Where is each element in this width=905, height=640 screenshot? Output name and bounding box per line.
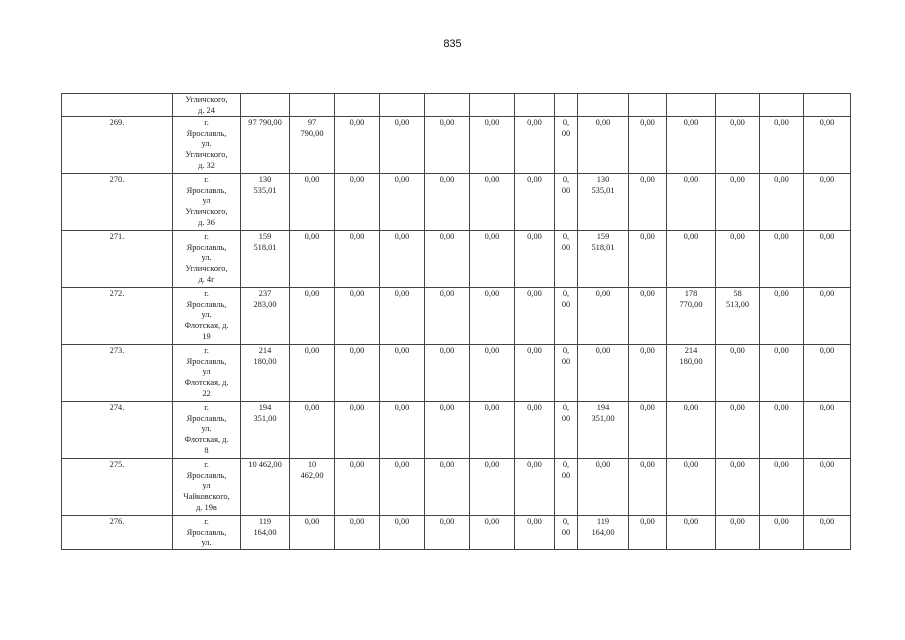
cell-value	[470, 345, 515, 402]
value-text: 0,00	[640, 403, 655, 413]
address-text: г. Ярославль, ул Чайковского, д. 19в	[183, 460, 230, 512]
cell-value	[425, 174, 470, 231]
cell-value	[760, 402, 804, 459]
value-text: 0,00	[730, 403, 745, 413]
value-text: 0,00	[304, 289, 320, 299]
value-text: 0, 00	[561, 346, 571, 366]
cell-value	[335, 231, 380, 288]
value-text: 0,00	[640, 175, 655, 185]
cell-value	[380, 516, 425, 550]
value-text: 0,00	[439, 175, 455, 185]
cell-value	[380, 117, 425, 174]
value-text: 0,00	[640, 517, 655, 527]
value-text: 237 283,00	[253, 289, 277, 309]
cell-value	[380, 459, 425, 516]
value-text: 0,00	[527, 403, 542, 413]
value-text: 0,00	[819, 118, 835, 128]
value-text: 0,00	[394, 460, 410, 470]
value-text: 0,00	[683, 175, 699, 185]
value-text: 130 535,01	[591, 175, 615, 195]
cell-value	[470, 516, 515, 550]
value-text: 0,00	[484, 175, 500, 185]
cell-value	[470, 402, 515, 459]
cell-value	[667, 459, 716, 516]
value-text: 0,00	[640, 346, 655, 356]
value-text: 0,00	[774, 175, 789, 185]
value-text: 0,00	[774, 460, 789, 470]
value-text: 0,00	[304, 346, 320, 356]
value-text: 0,00	[304, 175, 320, 185]
cell-value	[425, 402, 470, 459]
cell-value	[380, 402, 425, 459]
value-text: 0,00	[730, 232, 745, 242]
cell-value	[716, 402, 760, 459]
cell-value	[804, 231, 851, 288]
cell-value	[425, 231, 470, 288]
cell-value	[760, 231, 804, 288]
cell-empty	[335, 94, 380, 117]
cell-value	[760, 345, 804, 402]
cell-value	[555, 288, 578, 345]
cell-value	[290, 345, 335, 402]
cell-value	[629, 516, 667, 550]
address-text: г. Ярославль, ул. Угличского, д. 4г	[185, 232, 228, 284]
cell-empty	[290, 94, 335, 117]
value-text: 0,00	[439, 460, 455, 470]
value-text: 0,00	[595, 460, 611, 470]
table-row	[62, 117, 851, 174]
cell-num: 275.	[62, 459, 173, 516]
value-text: 0,00	[394, 403, 410, 413]
cell-value	[470, 174, 515, 231]
cell-value	[470, 459, 515, 516]
value-text: 0,00	[774, 403, 789, 413]
value-text: 119 164,00	[253, 517, 277, 537]
cell-value	[760, 117, 804, 174]
cell-num: 271.	[62, 231, 173, 288]
cell-value	[470, 231, 515, 288]
value-text: 0,00	[819, 232, 835, 242]
cell-value	[470, 288, 515, 345]
cell-value	[804, 288, 851, 345]
cell-value	[335, 288, 380, 345]
value-text: 0,00	[640, 232, 655, 242]
value-text: 0,00	[640, 118, 655, 128]
cell-address	[173, 231, 241, 288]
value-text: 0,00	[730, 460, 745, 470]
value-text: 0,00	[527, 346, 542, 356]
value-text: 214 180,00	[679, 346, 703, 366]
address-text: Угличского, д. 24	[185, 95, 228, 115]
value-text: 0,00	[640, 289, 655, 299]
cell-value	[804, 402, 851, 459]
value-text: 0,00	[394, 118, 410, 128]
value-text: 0,00	[595, 346, 611, 356]
value-text: 0,00	[349, 403, 365, 413]
value-text: 0,00	[484, 232, 500, 242]
value-text: 0,00	[349, 460, 365, 470]
cell-value	[290, 516, 335, 550]
cell-num: 273.	[62, 345, 173, 402]
value-text: 0,00	[527, 175, 542, 185]
table-row	[62, 288, 851, 345]
table-row	[62, 231, 851, 288]
value-text: 0,00	[304, 232, 320, 242]
cell-value	[555, 345, 578, 402]
cell-value	[716, 459, 760, 516]
value-text: 0,00	[527, 460, 542, 470]
value-text: 0,00	[439, 346, 455, 356]
cell-value	[515, 516, 555, 550]
value-text: 194 351,00	[591, 403, 615, 423]
value-text: 0, 00	[561, 517, 571, 537]
value-text: 0, 00	[561, 460, 571, 480]
cell-value	[578, 402, 629, 459]
value-text: 0,00	[774, 118, 789, 128]
value-text: 0,00	[349, 175, 365, 185]
value-text: 0,00	[349, 118, 365, 128]
value-text: 0,00	[819, 403, 835, 413]
cell-value	[515, 231, 555, 288]
value-text: 0,00	[527, 118, 542, 128]
cell-value	[629, 174, 667, 231]
value-text: 0,00	[595, 289, 611, 299]
value-text: 0,00	[819, 289, 835, 299]
cell-empty	[667, 94, 716, 117]
table-row	[62, 174, 851, 231]
cell-value	[716, 516, 760, 550]
address-text: г. Ярославль, ул. Флотская, д. 19	[184, 289, 229, 341]
cell-num: 270.	[62, 174, 173, 231]
value-text: 159 518,01	[591, 232, 615, 252]
cell-value	[760, 174, 804, 231]
cell-value	[760, 459, 804, 516]
cell-value	[716, 174, 760, 231]
cell-value	[241, 402, 290, 459]
value-text: 0,00	[819, 460, 835, 470]
address-text: г. Ярославль, ул Угличского, д. 36	[185, 175, 228, 227]
value-text: 0,00	[595, 118, 611, 128]
cell-value	[667, 402, 716, 459]
cell-value	[515, 459, 555, 516]
cell-address	[173, 288, 241, 345]
cell-address	[173, 174, 241, 231]
cell-value	[555, 516, 578, 550]
cell-value	[290, 288, 335, 345]
value-text: 0,00	[484, 403, 500, 413]
cell-value	[578, 231, 629, 288]
cell-value	[667, 117, 716, 174]
value-text: 0,00	[304, 517, 320, 527]
value-text: 0, 00	[561, 403, 571, 423]
value-text: 0,00	[640, 460, 655, 470]
table-row	[62, 459, 851, 516]
value-text: 0,00	[819, 346, 835, 356]
cell-value	[425, 288, 470, 345]
value-text: 0,00	[349, 232, 365, 242]
value-text: 0,00	[730, 346, 745, 356]
cell-address	[173, 459, 241, 516]
value-text: 159 518,01	[253, 232, 277, 252]
cell-value	[335, 174, 380, 231]
value-text: 119 164,00	[591, 517, 615, 537]
cell-value	[515, 402, 555, 459]
cell-value	[335, 516, 380, 550]
cell-value	[425, 459, 470, 516]
value-text: 0,00	[439, 517, 455, 527]
cell-value	[380, 345, 425, 402]
cell-value	[667, 174, 716, 231]
cell-empty	[716, 94, 760, 117]
cell-value	[515, 174, 555, 231]
cell-address	[173, 345, 241, 402]
value-text: 0,00	[527, 232, 542, 242]
cell-value	[380, 231, 425, 288]
cell-value	[241, 174, 290, 231]
value-text: 58 513,00	[725, 289, 750, 309]
value-text: 130 535,01	[253, 175, 277, 195]
cell-empty	[760, 94, 804, 117]
cell-value	[515, 117, 555, 174]
value-text: 0,00	[527, 289, 542, 299]
value-text: 0,00	[349, 346, 365, 356]
cell-address	[173, 516, 241, 550]
cell-value	[804, 345, 851, 402]
cell-value	[555, 402, 578, 459]
cell-value	[667, 231, 716, 288]
cell-value	[241, 231, 290, 288]
value-text: 0,00	[304, 403, 320, 413]
table-row	[62, 516, 851, 550]
cell-value	[290, 174, 335, 231]
value-text: 97 790,00	[248, 118, 282, 128]
cell-value	[241, 345, 290, 402]
value-text: 194 351,00	[253, 403, 277, 423]
cell-value	[804, 174, 851, 231]
value-text: 0,00	[394, 232, 410, 242]
cell-value	[667, 516, 716, 550]
cell-value	[241, 288, 290, 345]
value-text: 10 462,00	[300, 460, 324, 480]
value-text: 178 770,00	[679, 289, 703, 309]
cell-num	[62, 94, 173, 117]
cell-empty	[804, 94, 851, 117]
cell-value	[578, 117, 629, 174]
address-text: г. Ярославль, ул. Флотская, д. 8	[184, 403, 229, 455]
cell-value	[578, 459, 629, 516]
value-text: 0,00	[394, 517, 410, 527]
value-text: 0,00	[683, 232, 699, 242]
value-text: 0,00	[774, 346, 789, 356]
cell-value	[241, 459, 290, 516]
cell-value	[667, 288, 716, 345]
value-text: 0,00	[527, 517, 542, 527]
value-text: 0, 00	[561, 175, 571, 195]
cell-value	[716, 231, 760, 288]
value-text: 97 790,00	[300, 118, 324, 138]
value-text: 0,00	[683, 460, 699, 470]
address-text: г. Ярославль, ул.	[186, 517, 227, 548]
value-text: 0,00	[484, 289, 500, 299]
cell-num: 269.	[62, 117, 173, 174]
cell-value	[470, 117, 515, 174]
value-text: 0,00	[439, 403, 455, 413]
cell-value	[578, 516, 629, 550]
value-text: 10 462,00	[248, 460, 282, 470]
cell-empty	[629, 94, 667, 117]
cell-value	[241, 516, 290, 550]
value-text: 0,00	[774, 289, 789, 299]
cell-num: 272.	[62, 288, 173, 345]
value-text: 0,00	[484, 118, 500, 128]
page-number: 835	[443, 38, 462, 50]
value-text: 0,00	[730, 118, 745, 128]
value-text: 0,00	[349, 517, 365, 527]
cell-value	[629, 288, 667, 345]
value-text: 0,00	[683, 118, 699, 128]
cell-value	[335, 345, 380, 402]
cell-empty	[380, 94, 425, 117]
table-row-continuation	[62, 94, 851, 117]
cell-value	[425, 516, 470, 550]
cell-value	[425, 117, 470, 174]
cell-address	[173, 94, 241, 117]
value-text: 0,00	[484, 517, 500, 527]
cell-value	[716, 288, 760, 345]
cell-value	[804, 117, 851, 174]
value-text: 0,00	[484, 460, 500, 470]
value-text: 0,00	[439, 232, 455, 242]
value-text: 0,00	[439, 289, 455, 299]
cell-empty	[470, 94, 515, 117]
cell-value	[804, 516, 851, 550]
value-text: 0,00	[683, 403, 699, 413]
cell-value	[760, 288, 804, 345]
cell-value	[629, 402, 667, 459]
cell-value	[335, 459, 380, 516]
cell-value	[425, 345, 470, 402]
value-text: 0, 00	[561, 232, 571, 252]
table-row	[62, 402, 851, 459]
cell-value	[804, 459, 851, 516]
value-text: 0,00	[819, 517, 835, 527]
cell-value	[555, 117, 578, 174]
cell-num: 276.	[62, 516, 173, 550]
value-text: 0,00	[439, 118, 455, 128]
value-text: 0,00	[484, 346, 500, 356]
table-row	[62, 345, 851, 402]
value-text: 0,00	[774, 232, 789, 242]
value-text: 0,00	[683, 517, 699, 527]
data-table	[61, 93, 851, 550]
cell-empty	[241, 94, 290, 117]
cell-value	[716, 345, 760, 402]
cell-value	[290, 402, 335, 459]
cell-value	[290, 231, 335, 288]
value-text: 0,00	[774, 517, 789, 527]
value-text: 0, 00	[561, 118, 571, 138]
cell-value	[760, 516, 804, 550]
cell-value	[515, 288, 555, 345]
value-text: 0,00	[730, 517, 745, 527]
value-text: 0,00	[730, 175, 745, 185]
cell-empty	[555, 94, 578, 117]
cell-value	[578, 174, 629, 231]
cell-value	[629, 231, 667, 288]
cell-value	[335, 402, 380, 459]
cell-value	[380, 174, 425, 231]
value-text: 214 180,00	[253, 346, 277, 366]
cell-value	[629, 345, 667, 402]
cell-value	[241, 117, 290, 174]
cell-value	[555, 174, 578, 231]
cell-address	[173, 402, 241, 459]
cell-empty	[425, 94, 470, 117]
cell-value	[335, 117, 380, 174]
value-text: 0,00	[349, 289, 365, 299]
cell-value	[290, 459, 335, 516]
cell-empty	[578, 94, 629, 117]
cell-value	[716, 117, 760, 174]
cell-value	[515, 345, 555, 402]
cell-value	[290, 117, 335, 174]
cell-empty	[515, 94, 555, 117]
cell-value	[380, 288, 425, 345]
cell-value	[578, 288, 629, 345]
value-text: 0, 00	[561, 289, 571, 309]
value-text: 0,00	[819, 175, 835, 185]
table-body	[62, 94, 851, 550]
cell-value	[629, 117, 667, 174]
cell-value	[578, 345, 629, 402]
address-text: г. Ярославль, ул Флотская, д. 22	[184, 346, 229, 398]
value-text: 0,00	[394, 175, 410, 185]
address-text: г. Ярославль, ул. Угличского, д. 32	[185, 118, 228, 170]
value-text: 0,00	[394, 346, 410, 356]
cell-value	[555, 231, 578, 288]
cell-value	[629, 459, 667, 516]
cell-value	[667, 345, 716, 402]
cell-num: 274.	[62, 402, 173, 459]
value-text: 0,00	[394, 289, 410, 299]
cell-address	[173, 117, 241, 174]
cell-value	[555, 459, 578, 516]
